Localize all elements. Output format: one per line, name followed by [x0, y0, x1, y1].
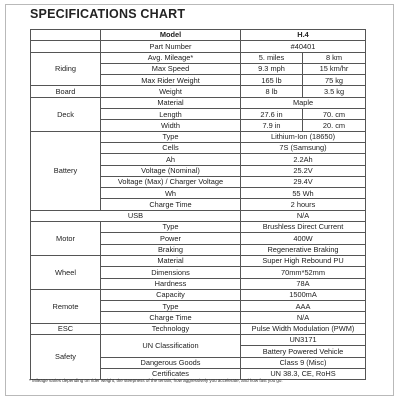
model-label: Model — [101, 30, 241, 41]
row-label: Power — [101, 233, 241, 244]
model-cat-empty — [31, 30, 101, 41]
row-label: Charge Time — [101, 312, 241, 323]
section-battery: Battery — [31, 131, 101, 210]
section-usb: USB — [31, 210, 241, 221]
imperial-value: 27.6 in — [241, 109, 303, 120]
section-safety: Safety — [31, 335, 101, 380]
part-number-label: Part Number — [101, 41, 241, 52]
row-value: N/A — [241, 312, 366, 323]
row-label: Voltage (Max) / Charger Voltage — [101, 176, 241, 187]
model-value: H.4 — [241, 30, 366, 41]
metric-value: 75 kg — [303, 75, 366, 86]
table-row — [31, 222, 366, 233]
section-esc: ESC — [31, 323, 101, 334]
row-value: 400W — [241, 233, 366, 244]
table-row — [31, 289, 366, 300]
row-label: Weight — [101, 86, 241, 97]
table-row — [31, 97, 366, 108]
row-label: Dimensions — [101, 267, 241, 278]
row-value: Pulse Width Modulation (PWM) — [241, 323, 366, 334]
row-label: Avg. Mileage* — [101, 52, 241, 63]
row-value: Brushless Direct Current — [241, 222, 366, 233]
row-value: AAA — [241, 301, 366, 312]
row-label: UN Classification — [101, 335, 241, 358]
part-number-cat-empty — [31, 41, 101, 52]
row-value: 25.2V — [241, 165, 366, 176]
imperial-value: 8 lb — [241, 86, 303, 97]
row-value: 55 Wh — [241, 188, 366, 199]
section-remote: Remote — [31, 289, 101, 323]
row-label: Wh — [101, 188, 241, 199]
row-value: UN 38.3, CE, RoHS — [241, 368, 366, 379]
row-label: Max Rider Weight — [101, 75, 241, 86]
row-label: Braking — [101, 244, 241, 255]
row-value: 70mm*52mm — [241, 267, 366, 278]
row-label: Max Speed — [101, 63, 241, 74]
imperial-value: 5. miles — [241, 52, 303, 63]
table-row — [31, 323, 366, 334]
row-value: UN3171 — [241, 335, 366, 346]
table-row — [31, 86, 366, 97]
row-value: 78A — [241, 278, 366, 289]
metric-value: 15 km/hr — [303, 63, 366, 74]
row-label: Material — [101, 255, 241, 266]
section-wheel: Wheel — [31, 255, 101, 289]
table-row — [31, 210, 366, 221]
table-row — [31, 52, 366, 63]
imperial-value: 165 lb — [241, 75, 303, 86]
row-label: Length — [101, 109, 241, 120]
section-riding: Riding — [31, 52, 101, 86]
row-value: 29.4V — [241, 176, 366, 187]
row-value: 2.2Ah — [241, 154, 366, 165]
part-number-row — [31, 41, 366, 52]
row-label: Voltage (Nominal) — [101, 165, 241, 176]
row-label: Cells — [101, 142, 241, 153]
metric-value: 8 km — [303, 52, 366, 63]
part-number-value: #40401 — [241, 41, 366, 52]
row-value: 2 hours — [241, 199, 366, 210]
imperial-value: 9.3 mph — [241, 63, 303, 74]
section-motor: Motor — [31, 222, 101, 256]
metric-value: 70. cm — [303, 109, 366, 120]
metric-value: 3.5 kg — [303, 86, 366, 97]
row-label: Charge Time — [101, 199, 241, 210]
page-title: SPECIFICATIONS CHART — [30, 7, 186, 21]
metric-value: 20. cm — [303, 120, 366, 131]
row-label: Certificates — [101, 368, 241, 379]
row-label: Ah — [101, 154, 241, 165]
table-row — [31, 131, 366, 142]
imperial-value: 7.9 in — [241, 120, 303, 131]
row-label: Width — [101, 120, 241, 131]
section-board: Board — [31, 86, 101, 97]
row-value: Super High Rebound PU — [241, 255, 366, 266]
row-value: Class 9 (Misc) — [241, 357, 366, 368]
section-deck: Deck — [31, 97, 101, 131]
row-label: Capacity — [101, 289, 241, 300]
model-row — [31, 30, 366, 41]
row-value: Lithium-Ion (18650) — [241, 131, 366, 142]
row-label: Type — [101, 131, 241, 142]
table-row — [31, 335, 366, 346]
row-label: Hardness — [101, 278, 241, 289]
row-label: Type — [101, 301, 241, 312]
row-label: Material — [101, 97, 241, 108]
footnote: * Mileage varies depending on rider weight, the steepness of the terrain, how aggressively you accelerate, and how fast you go. — [29, 378, 283, 383]
row-value: N/A — [241, 210, 366, 221]
row-value: Battery Powered Vehicle — [241, 346, 366, 357]
row-value: 1500mA — [241, 289, 366, 300]
table-row — [31, 255, 366, 266]
row-value: Regenerative Braking — [241, 244, 366, 255]
row-label: Dangerous Goods — [101, 357, 241, 368]
row-value: Maple — [241, 97, 366, 108]
row-value: 7S (Samsung) — [241, 142, 366, 153]
spec-table — [30, 29, 366, 380]
row-label: Type — [101, 222, 241, 233]
row-label: Technology — [101, 323, 241, 334]
